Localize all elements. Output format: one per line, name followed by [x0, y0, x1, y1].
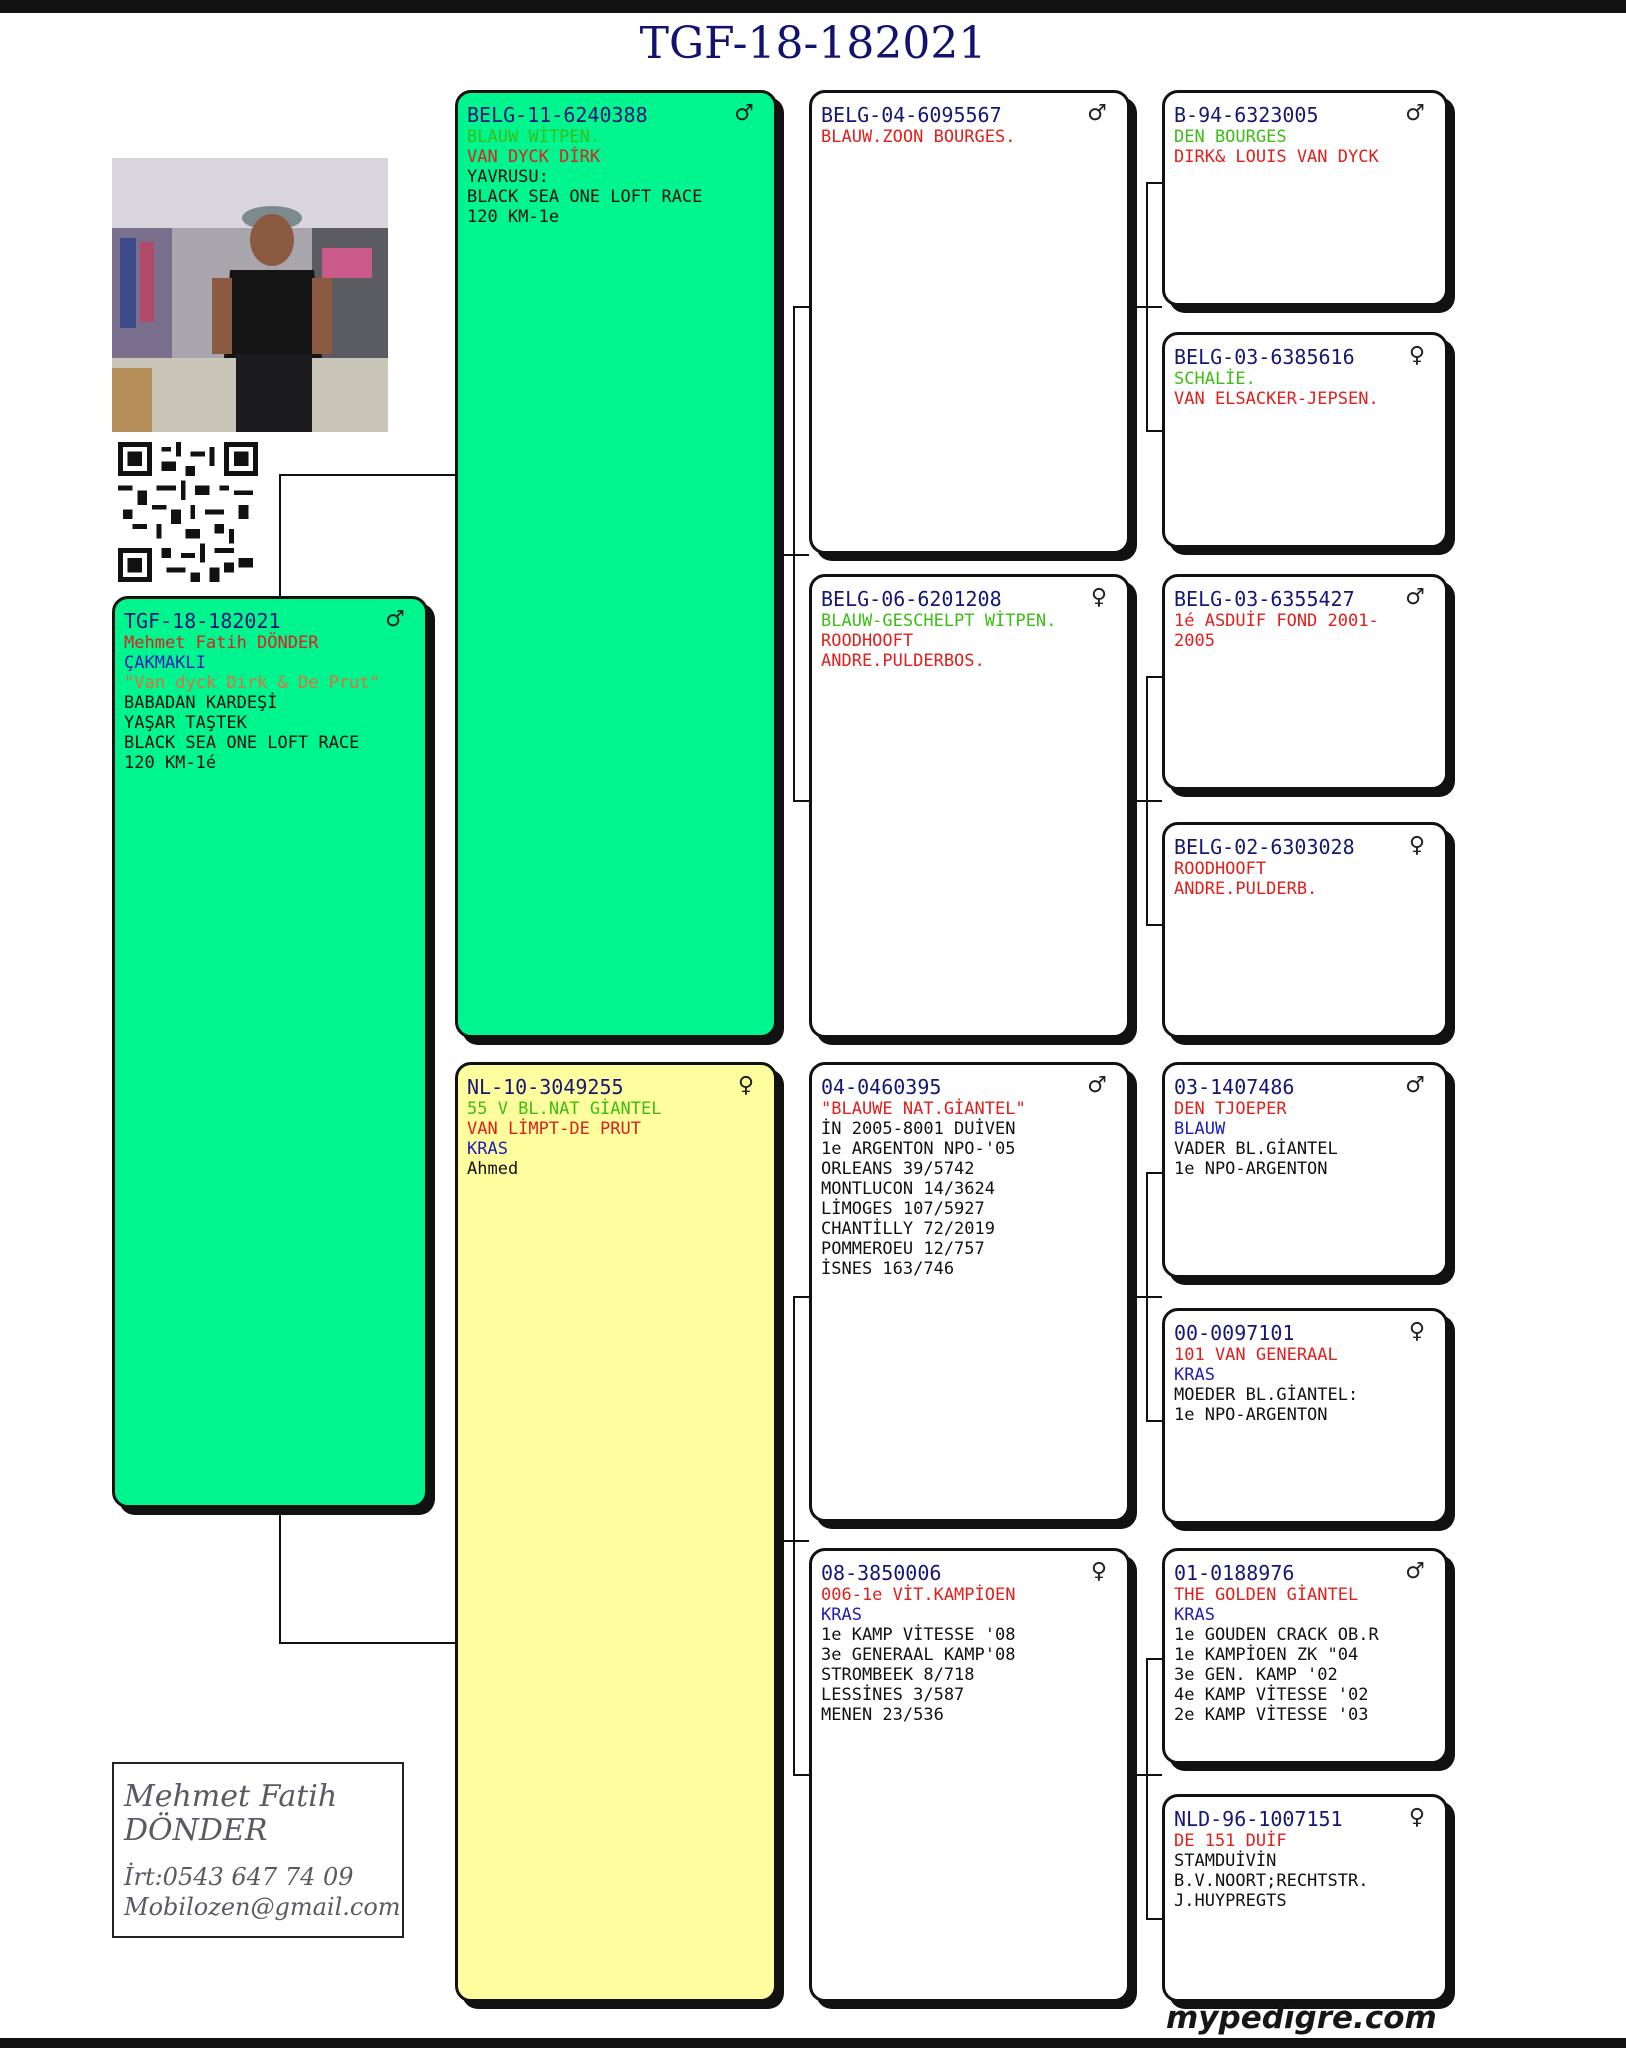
connector-line [793, 800, 809, 802]
pedigree-line: KRAS [467, 1139, 508, 1159]
female-icon: ♀ [1408, 343, 1425, 368]
pedigree-line: STAMDUİVİN [1174, 1851, 1277, 1871]
pedigree-line: BLAUW WİTPEN. [467, 127, 601, 147]
pedigree-line: THE GOLDEN GİANTEL [1174, 1585, 1359, 1605]
connector-line [793, 306, 809, 308]
ring-number: BELG-11-6240388 [467, 103, 648, 127]
great-grandparent-card[interactable] [1162, 90, 1448, 306]
granddam-maternal-card[interactable] [809, 1548, 1130, 2002]
female-icon: ♀ [1090, 1559, 1107, 1584]
connector-line [279, 474, 281, 596]
connector-line [1146, 676, 1148, 926]
ring-number: BELG-03-6385616 [1174, 345, 1355, 369]
granddam-paternal-card[interactable] [809, 574, 1130, 1038]
pedigree-line: KRAS [1174, 1605, 1215, 1625]
great-grandparent-card[interactable] [1162, 332, 1448, 548]
connector-line [1146, 1918, 1162, 1920]
pedigree-line: POMMEROEU 12/757 [821, 1239, 985, 1259]
pedigree-line: MONTLUCON 14/3624 [821, 1179, 995, 1199]
grandsire-maternal-card[interactable] [809, 1062, 1130, 1522]
pedigree-line: 1e NPO-ARGENTON [1174, 1159, 1328, 1179]
pedigree-line: YAVRUSU: [467, 167, 549, 187]
connector-line [793, 1774, 809, 1776]
pedigree-line: "Van dyck Dirk & De Prut" [124, 673, 380, 693]
great-grandparent-card[interactable] [1162, 1062, 1448, 1278]
ring-number: TGF-18-182021 [124, 609, 281, 633]
ring-number: NL-10-3049255 [467, 1075, 624, 1099]
ring-number: 04-0460395 [821, 1075, 942, 1099]
pedigree-line: 120 KM-1é [124, 753, 217, 773]
pedigree-line: ANDRE.PULDERB. [1174, 879, 1318, 899]
pedigree-line: "BLAUWE NAT.GİANTEL" [821, 1099, 1026, 1119]
pedigree-line: Mehmet Fatih DÖNDER [124, 633, 319, 653]
qr-code-icon [118, 442, 258, 582]
owner-email[interactable]: Mobilozen@gmail.com [124, 1893, 401, 1921]
ring-number: 00-0097101 [1174, 1321, 1295, 1345]
pedigree-line: CHANTİLLY 72/2019 [821, 1219, 995, 1239]
pedigree-line: ANDRE.PULDERBOS. [821, 651, 985, 671]
pedigree-line: 1e NPO-ARGENTON [1174, 1405, 1328, 1425]
great-grandparent-card[interactable] [1162, 1794, 1448, 2002]
bottom-bar [0, 2038, 1626, 2048]
pedigree-line: Ahmed [467, 1159, 519, 1179]
ring-number: BELG-03-6355427 [1174, 587, 1355, 611]
ring-number: 03-1407486 [1174, 1075, 1295, 1099]
owner-contact-box [112, 1762, 404, 1938]
pedigree-line: DE 151 DUİF [1174, 1831, 1287, 1851]
pedigree-line: 3e GEN. KAMP '02 [1174, 1665, 1338, 1685]
pedigree-line: ÇAKMAKLI [124, 653, 206, 673]
connector-line [793, 1296, 795, 1776]
pedigree-line: 006-1e VİT.KAMPİOEN [821, 1585, 1016, 1605]
connector-line [279, 474, 455, 476]
pedigree-line: DEN BOURGES [1174, 127, 1287, 147]
connector-line [1146, 1172, 1162, 1174]
connector-line [1146, 430, 1162, 432]
male-icon: ♂ [1405, 101, 1425, 126]
pedigree-line: 4e KAMP VİTESSE '02 [1174, 1685, 1369, 1705]
pedigree-line: VADER BL.GİANTEL [1174, 1139, 1338, 1159]
pedigree-line: VAN DYCK DİRK [467, 147, 601, 167]
male-icon: ♂ [1087, 101, 1107, 126]
pedigree-line: BLACK SEA ONE LOFT RACE [467, 187, 703, 207]
female-icon: ♀ [1090, 585, 1107, 610]
pedigree-line: KRAS [1174, 1365, 1215, 1385]
pedigree-line: BABADAN KARDEŞİ [124, 693, 278, 713]
pedigree-line: BLAUW-GESCHELPT WİTPEN. [821, 611, 1057, 631]
connector-line [1146, 1172, 1148, 1422]
pedigree-line: 1e ARGENTON NPO-'05 [821, 1139, 1016, 1159]
pedigree-line: ROODHOOFT [1174, 859, 1267, 879]
pedigree-line: 101 VAN GENERAAL [1174, 1345, 1338, 1365]
ring-number: B-94-6323005 [1174, 103, 1319, 127]
pedigree-line: 1e GOUDEN CRACK OB.R [1174, 1625, 1379, 1645]
male-icon: ♂ [1405, 1073, 1425, 1098]
ring-number: BELG-06-6201208 [821, 587, 1002, 611]
connector-line [793, 1296, 809, 1298]
connector-line [1146, 1420, 1162, 1422]
male-icon: ♂ [734, 101, 754, 126]
pedigree-line: VAN ELSACKER-JEPSEN. [1174, 389, 1379, 409]
connector-line [1146, 182, 1148, 432]
pedigree-line: J.HUYPREGTS [1174, 1891, 1287, 1911]
connector-line [279, 1508, 281, 1644]
pedigree-line: KRAS [821, 1605, 862, 1625]
pedigree-line: DIRK& LOUIS VAN DYCK [1174, 147, 1379, 167]
pedigree-line: DEN TJOEPER [1174, 1099, 1287, 1119]
pedigree-line: İSNES 163/746 [821, 1259, 955, 1279]
great-grandparent-card[interactable] [1162, 822, 1448, 1038]
sire-card[interactable] [455, 90, 777, 1038]
pedigree-line: İN 2005-8001 DUİVEN [821, 1119, 1016, 1139]
ring-number: 01-0188976 [1174, 1561, 1295, 1585]
owner-name-last: DÖNDER [124, 1813, 268, 1848]
male-icon: ♂ [1405, 585, 1425, 610]
owner-phone: İrt:0543 647 74 09 [124, 1863, 354, 1891]
connector-line [1146, 924, 1162, 926]
pedigree-line: 2005 [1174, 631, 1215, 651]
pedigree-line: VAN LİMPT-DE PRUT [467, 1119, 641, 1139]
female-icon: ♀ [1408, 1805, 1425, 1830]
pedigree-line: LİMOGES 107/5927 [821, 1199, 985, 1219]
grandsire-paternal-card[interactable] [809, 90, 1130, 554]
pedigree-line: SCHALİE. [1174, 369, 1256, 389]
brand-logo-text[interactable]: mypedigre.com [1166, 2000, 1437, 2036]
ring-number: BELG-02-6303028 [1174, 835, 1355, 859]
pedigree-line: 1e KAMP VİTESSE '08 [821, 1625, 1016, 1645]
pedigree-line: 3e GENERAAL KAMP'08 [821, 1645, 1016, 1665]
pedigree-line: BLAUW.ZOON BOURGES. [821, 127, 1016, 147]
pedigree-line: BLACK SEA ONE LOFT RACE [124, 733, 360, 753]
subject-pigeon-card[interactable] [112, 596, 428, 1508]
ring-number: BELG-04-6095567 [821, 103, 1002, 127]
ring-number: NLD-96-1007151 [1174, 1807, 1343, 1831]
top-bar [0, 0, 1626, 13]
connector-line [1146, 1658, 1162, 1660]
great-grandparent-card[interactable] [1162, 1548, 1448, 1764]
pedigree-line: 1é ASDUİF FOND 2001- [1174, 611, 1379, 631]
dam-card[interactable] [455, 1062, 777, 2002]
owner-name-first: Mehmet Fatih [124, 1779, 338, 1814]
male-icon: ♂ [1087, 1073, 1107, 1098]
connector-line [1146, 1658, 1148, 1920]
pedigree-line: MOEDER BL.GİANTEL: [1174, 1385, 1359, 1405]
pedigree-line: 55 V BL.NAT GİANTEL [467, 1099, 662, 1119]
pedigree-line: 120 KM-1e [467, 207, 560, 227]
male-icon: ♂ [1405, 1559, 1425, 1584]
connector-line [1146, 182, 1162, 184]
connector-line [279, 1642, 455, 1644]
pedigree-line: 2e KAMP VİTESSE '03 [1174, 1705, 1369, 1725]
connector-line [793, 306, 795, 802]
pedigree-line: MENEN 23/536 [821, 1705, 944, 1725]
pedigree-line: LESSİNES 3/587 [821, 1685, 965, 1705]
male-icon: ♂ [385, 607, 405, 632]
great-grandparent-card[interactable] [1162, 1308, 1448, 1524]
pedigree-line: 1e KAMPİOEN ZK "04 [1174, 1645, 1359, 1665]
pedigree-line: ROODHOOFT [821, 631, 914, 651]
pedigree-line: B.V.NOORT;RECHTSTR. [1174, 1871, 1369, 1891]
pedigree-line: YAŞAR TAŞTEK [124, 713, 247, 733]
connector-line [1146, 676, 1162, 678]
ring-number: 08-3850006 [821, 1561, 942, 1585]
female-icon: ♀ [737, 1073, 754, 1098]
female-icon: ♀ [1408, 833, 1425, 858]
female-icon: ♀ [1408, 1319, 1425, 1344]
great-grandparent-card[interactable] [1162, 574, 1448, 790]
owner-photo [112, 158, 388, 432]
pedigree-line: BLAUW [1174, 1119, 1226, 1139]
pedigree-line: STROMBEEK 8/718 [821, 1665, 975, 1685]
pedigree-line: ORLEANS 39/5742 [821, 1159, 975, 1179]
page-title: TGF-18-182021 [639, 18, 987, 69]
